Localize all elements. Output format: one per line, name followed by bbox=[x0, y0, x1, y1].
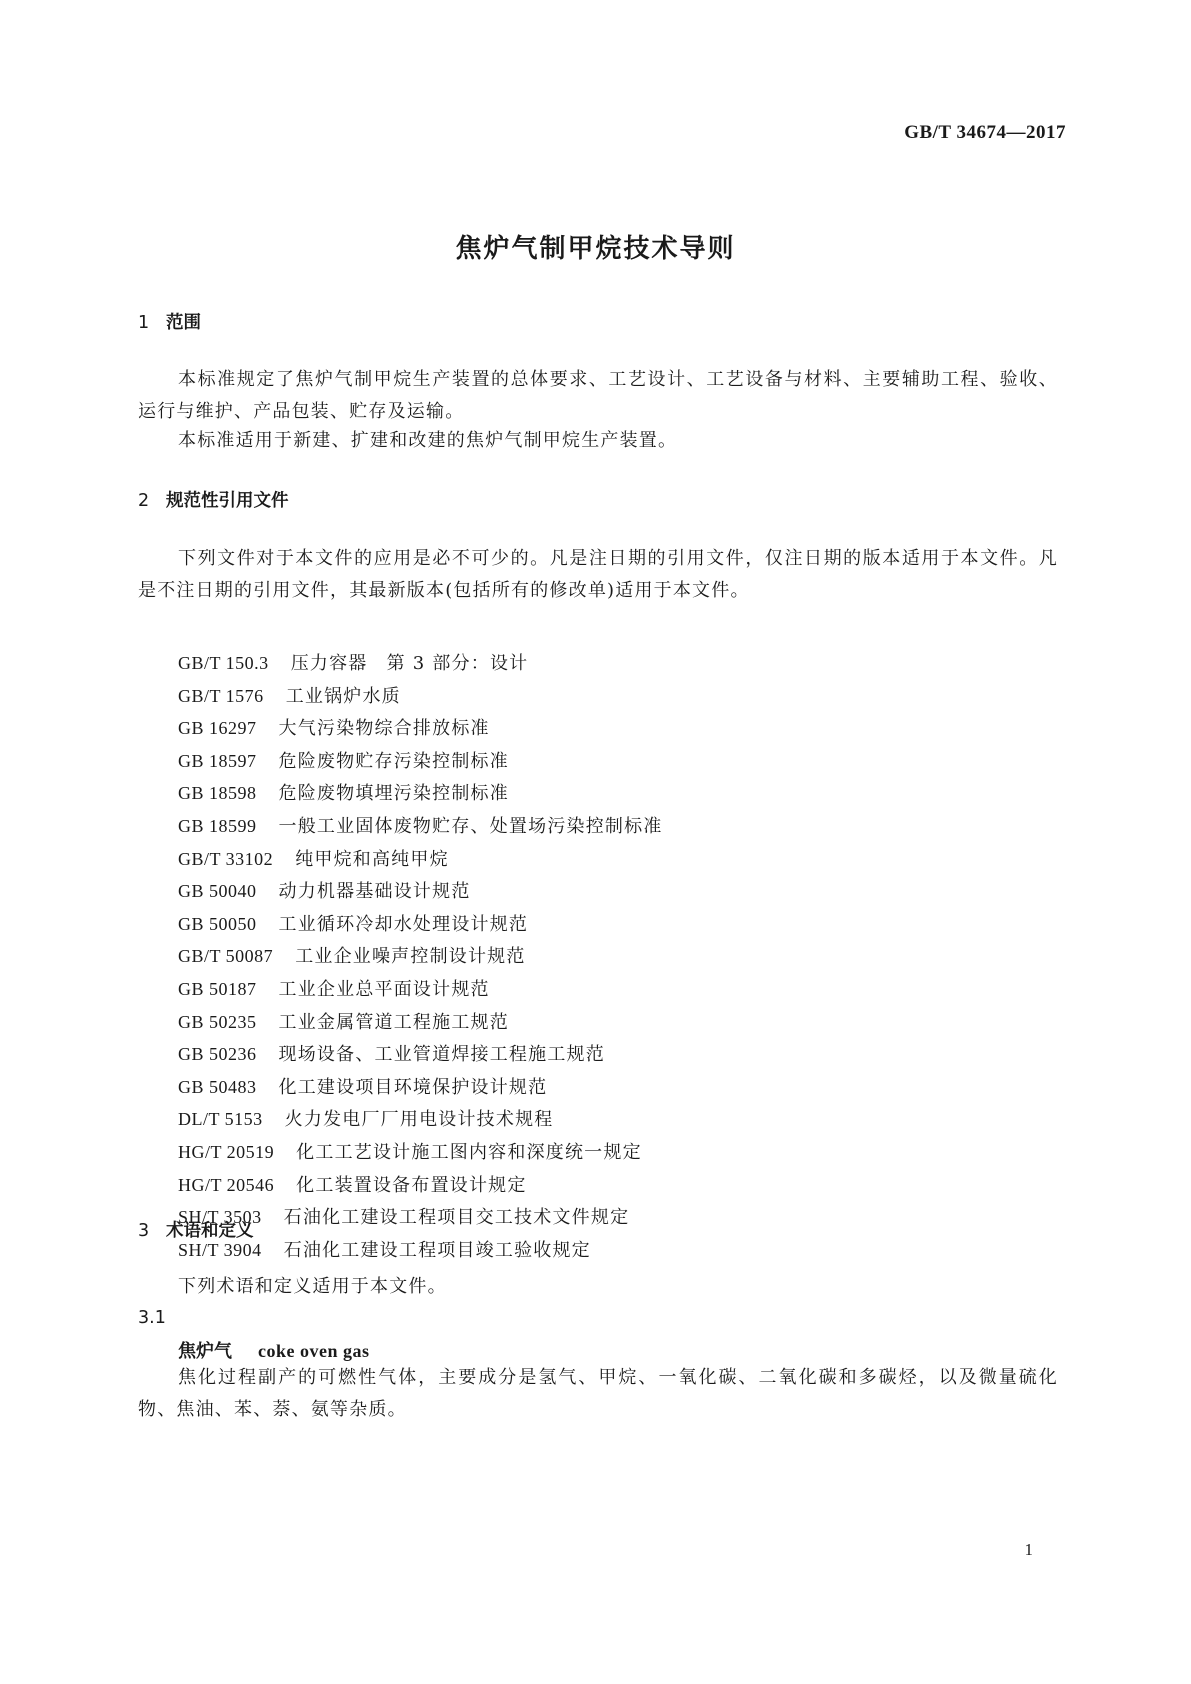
reference-title: 石油化工建设工程项目交工技术文件规定 bbox=[283, 1207, 630, 1229]
scope-paragraph-1: 本标准规定了焦炉气制甲烷生产装置的总体要求、工艺设计、工艺设备与材料、主要辅助工程、验收、运行与维护、产品包装、贮存及运输。 bbox=[138, 369, 1058, 422]
section-number: 3 bbox=[138, 1221, 150, 1241]
reference-code: GB 50040 bbox=[178, 881, 257, 902]
reference-title: 石油化工建设工程项目竣工验收规定 bbox=[283, 1239, 591, 1261]
reference-title: 危险废物贮存污染控制标准 bbox=[278, 750, 509, 772]
section-title: 术语和定义 bbox=[166, 1221, 254, 1241]
reference-title: 动力机器基础设计规范 bbox=[278, 881, 471, 903]
term-definition: 焦化过程副产的可燃性气体，主要成分是氢气、甲烷、一氧化碳、二氧化碳和多碳烃，以及微量硫化物、焦油、苯、萘、氨等杂质。 bbox=[138, 1367, 1058, 1420]
reference-code: GB 18599 bbox=[178, 815, 257, 836]
term-entry bbox=[178, 1337, 370, 1363]
reference-title: 现场设备、工业管道焊接工程施工规范 bbox=[278, 1044, 605, 1066]
reference-item bbox=[178, 712, 663, 745]
reference-item bbox=[178, 1006, 663, 1039]
document-title: 焦炉气制甲烷技术导则 bbox=[455, 234, 736, 264]
reference-title: 一般工业固体废物贮存、处置场污染控制标准 bbox=[278, 815, 663, 837]
reference-code: GB/T 150.3 bbox=[178, 653, 269, 673]
term-english: coke oven gas bbox=[258, 1341, 370, 1361]
reference-item bbox=[178, 875, 663, 908]
term-chinese: 焦炉气 bbox=[178, 1341, 232, 1362]
reference-code: GB 50483 bbox=[178, 1076, 257, 1097]
reference-code: GB 16297 bbox=[178, 718, 257, 739]
reference-item bbox=[178, 777, 663, 810]
reference-title: 工业企业总平面设计规范 bbox=[278, 978, 490, 1000]
reference-code: GB 50235 bbox=[178, 1011, 257, 1032]
scope-paragraph-2: 本标准适用于新建、扩建和改建的焦炉气制甲烷生产装置。 bbox=[178, 430, 678, 451]
reference-code: GB/T 33102 bbox=[178, 848, 274, 869]
reference-item bbox=[178, 940, 663, 973]
reference-code: GB/T 50087 bbox=[178, 946, 274, 967]
page-number: 1 bbox=[1024, 1540, 1033, 1559]
reference-title: 工业企业噪声控制设计规范 bbox=[295, 946, 526, 968]
section-number: 1 bbox=[138, 313, 150, 333]
reference-title: 化工工艺设计施工图内容和深度统一规定 bbox=[296, 1141, 642, 1163]
reference-title: 危险废物填埋污染控制标准 bbox=[278, 783, 509, 805]
clause-number: 3.1 bbox=[138, 1308, 166, 1328]
reference-item bbox=[178, 1071, 663, 1104]
reference-title: 化工装置设备布置设计规定 bbox=[296, 1174, 527, 1196]
reference-title: 压力容器 第 3 部分：设计 bbox=[290, 653, 529, 674]
reference-item bbox=[178, 1136, 663, 1169]
reference-title: 大气污染物综合排放标准 bbox=[278, 718, 490, 740]
reference-code: HG/T 20519 bbox=[178, 1141, 275, 1162]
reference-list bbox=[178, 647, 663, 1266]
reference-code: SH/T 3904 bbox=[178, 1239, 262, 1260]
reference-item bbox=[178, 745, 663, 778]
section-heading-normative bbox=[138, 487, 289, 512]
section-number: 2 bbox=[138, 491, 150, 511]
normative-intro: 下列文件对于本文件的应用是必不可少的。凡是注日期的引用文件，仅注日期的版本适用于本文件。凡是不注日期的引用文件，其最新版本(包括所有的修改单)适用于本文件。 bbox=[138, 548, 1058, 601]
reference-code: GB 50187 bbox=[178, 978, 257, 999]
reference-title: 化工建设项目环境保护设计规范 bbox=[278, 1076, 548, 1098]
section-heading-scope bbox=[138, 309, 201, 334]
standard-code: GB/T 34674—2017 bbox=[904, 122, 1066, 143]
reference-code: GB 50050 bbox=[178, 913, 257, 934]
terms-intro: 下列术语和定义适用于本文件。 bbox=[178, 1276, 447, 1297]
reference-code: GB 50236 bbox=[178, 1044, 257, 1065]
reference-item bbox=[178, 973, 663, 1006]
reference-title: 纯甲烷和高纯甲烷 bbox=[295, 848, 449, 870]
section-title: 规范性引用文件 bbox=[166, 491, 289, 511]
reference-code: DL/T 5153 bbox=[178, 1109, 263, 1130]
reference-title: 火力发电厂厂用电设计技术规程 bbox=[284, 1109, 554, 1131]
reference-item bbox=[178, 647, 663, 680]
reference-code: GB/T 1576 bbox=[178, 685, 264, 706]
reference-code: SH/T 3503 bbox=[178, 1207, 262, 1228]
reference-code: GB 18597 bbox=[178, 750, 257, 771]
reference-title: 工业循环冷却水处理设计规范 bbox=[278, 913, 529, 935]
reference-item bbox=[178, 1169, 663, 1202]
reference-item bbox=[178, 1038, 663, 1071]
reference-title: 工业锅炉水质 bbox=[285, 685, 401, 707]
reference-item bbox=[178, 843, 663, 876]
section-title: 范围 bbox=[166, 313, 201, 333]
reference-item bbox=[178, 680, 663, 713]
reference-item bbox=[178, 810, 663, 843]
reference-item bbox=[178, 1103, 663, 1136]
reference-code: GB 18598 bbox=[178, 783, 257, 804]
reference-item bbox=[178, 908, 663, 941]
reference-code: HG/T 20546 bbox=[178, 1174, 275, 1195]
section-heading-terms bbox=[138, 1217, 254, 1242]
reference-title: 工业金属管道工程施工规范 bbox=[278, 1011, 509, 1033]
